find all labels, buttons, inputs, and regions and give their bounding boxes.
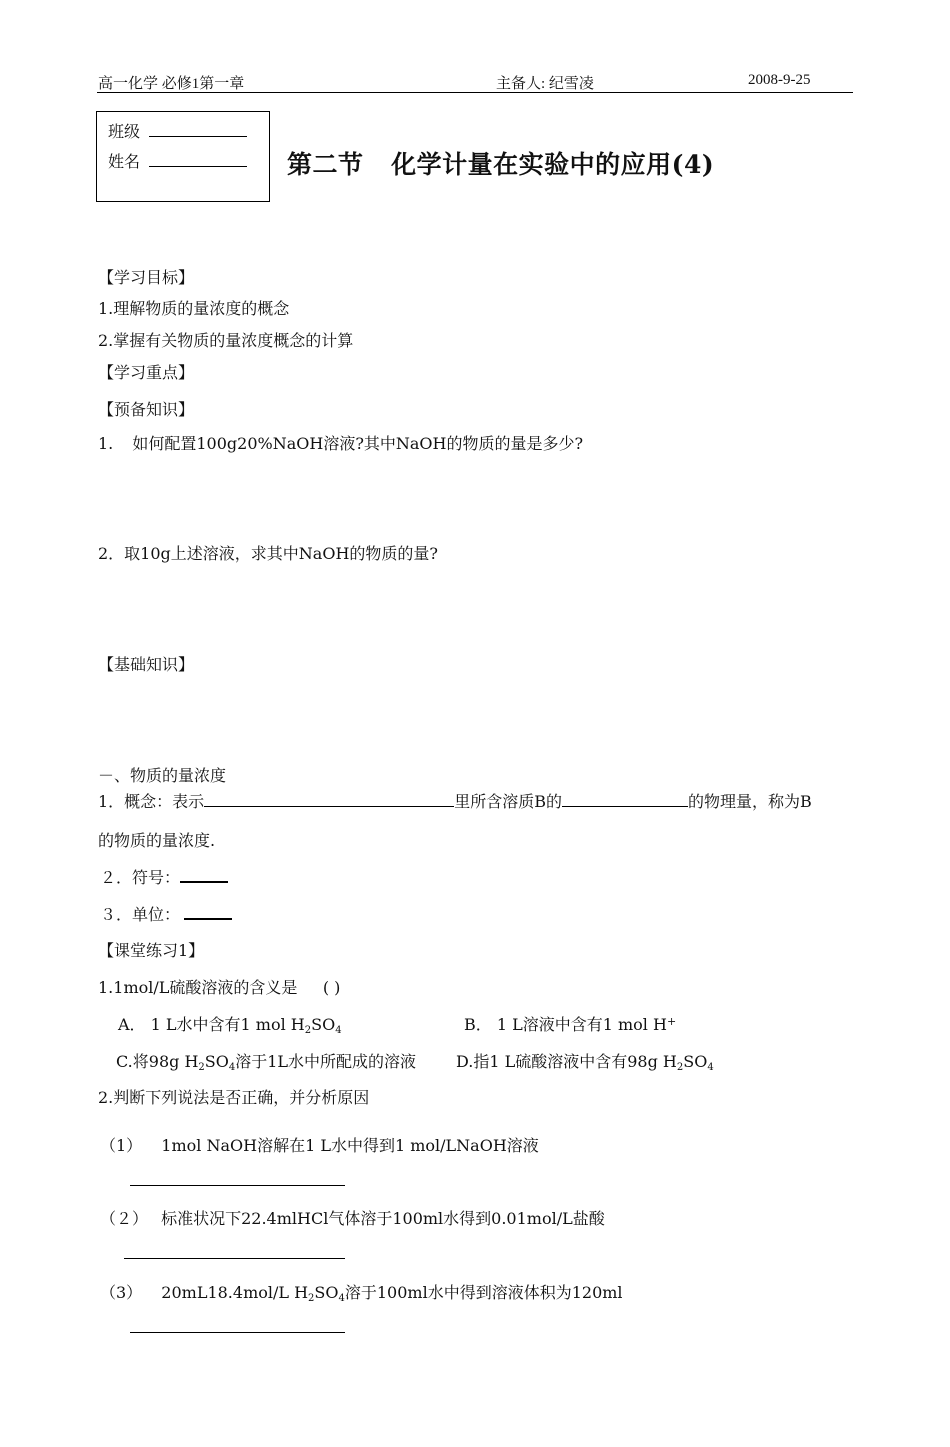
unit-line bbox=[100, 902, 232, 925]
prep-question-1 bbox=[98, 431, 583, 454]
prep-question-2: 2．取10g上述溶液，求其中NaOH的物质的量? bbox=[98, 544, 438, 563]
option-c-sub-2: 2 bbox=[198, 1062, 205, 1073]
concept-prefix: 1．概念：表示 bbox=[98, 792, 205, 811]
option-b[interactable] bbox=[464, 1012, 676, 1035]
judge-1-text: 1mol NaOH溶解在1 L水中得到1 mol/LNaOH溶液 bbox=[161, 1136, 539, 1155]
judge-2-number: （２） bbox=[100, 1209, 149, 1228]
judge-3-suffix: 溶于100ml水中得到溶液体积为120ml bbox=[344, 1283, 623, 1302]
class-field[interactable] bbox=[108, 119, 247, 142]
judge-item-2 bbox=[100, 1206, 605, 1229]
name-field[interactable] bbox=[108, 149, 247, 172]
practice-question-2: 2.判断下列说法是否正确，并分析原因 bbox=[98, 1088, 370, 1107]
option-a-text: A． 1 L水中含有1 mol H bbox=[118, 1015, 305, 1034]
page-title: 第二节 化学计量在实验中的应用(4) bbox=[287, 150, 715, 179]
section1-heading: －、物质的量浓度 bbox=[98, 766, 227, 785]
header-date: 2008-9-25 bbox=[748, 72, 811, 88]
judge-3-sub-2: 2 bbox=[308, 1293, 315, 1304]
concept-blank-1[interactable] bbox=[204, 790, 454, 807]
concept-mid: 里所含溶质B的 bbox=[454, 792, 562, 811]
concept-definition-cont: 的物质的量浓度. bbox=[98, 831, 216, 850]
prep-q1-number: 1. bbox=[98, 434, 114, 453]
judge-3-number: （3） bbox=[100, 1283, 143, 1302]
judge-1-answer-line[interactable] bbox=[130, 1185, 345, 1186]
concept-blank-2[interactable] bbox=[562, 790, 688, 807]
judge-3-sub-4: 4 bbox=[338, 1293, 345, 1304]
name-blank[interactable] bbox=[149, 150, 247, 167]
prep-q1-text: 如何配置100g20%NaOH溶液?其中NaOH的物质的量是多少? bbox=[132, 434, 584, 453]
unit-blank[interactable] bbox=[184, 902, 232, 920]
header-author: 主备人: 纪雪凌 bbox=[496, 76, 594, 92]
option-d-sub-4: 4 bbox=[707, 1062, 714, 1073]
practice-heading: 【课堂练习1】 bbox=[98, 941, 205, 960]
name-label: 姓名 bbox=[108, 152, 141, 171]
practice-question-1: 1.1mol/L硫酸溶液的含义是 ( ) bbox=[98, 978, 341, 997]
unit-label: ３．单位： bbox=[100, 905, 181, 924]
option-c-text: C.将98g H bbox=[116, 1052, 199, 1071]
judge-2-text: 标准状况下22.4mlHCl气体溶于100ml水得到0.01mol/L盐酸 bbox=[161, 1209, 605, 1228]
option-c[interactable] bbox=[116, 1049, 416, 1072]
judge-3-pre: 20mL18.4mol/L H bbox=[161, 1283, 309, 1302]
symbol-label: ２．符号： bbox=[100, 868, 181, 887]
focus-heading: 【学习重点】 bbox=[98, 363, 195, 382]
basics-heading: 【基础知识】 bbox=[98, 655, 195, 674]
option-c-suffix: 溶于1L水中所配成的溶液 bbox=[235, 1052, 417, 1071]
header-course: 高一化学 必修1第一章 bbox=[98, 76, 245, 92]
judge-1-number: （1） bbox=[100, 1136, 143, 1155]
goal-item-2: 2.掌握有关物质的量浓度概念的计算 bbox=[98, 331, 354, 350]
class-blank[interactable] bbox=[149, 120, 247, 137]
symbol-blank[interactable] bbox=[180, 865, 228, 883]
goal-item-1: 1.理解物质的量浓度的概念 bbox=[98, 299, 290, 318]
header-rule bbox=[97, 92, 853, 93]
concept-suffix: 的物理量，称为B bbox=[687, 792, 812, 811]
concept-definition bbox=[98, 789, 812, 812]
judge-3-so: SO bbox=[314, 1283, 339, 1302]
option-a-sub-4: 4 bbox=[335, 1025, 342, 1036]
prep-heading: 【预备知识】 bbox=[98, 400, 195, 419]
judge-3-answer-line[interactable] bbox=[130, 1332, 345, 1333]
goals-heading: 【学习目标】 bbox=[98, 268, 195, 287]
option-a-so: SO bbox=[311, 1015, 336, 1034]
class-label: 班级 bbox=[108, 122, 141, 141]
option-b-sup-plus: + bbox=[666, 1015, 677, 1028]
judge-item-3 bbox=[100, 1280, 623, 1303]
judge-3-text bbox=[161, 1283, 622, 1302]
option-a-sub-2: 2 bbox=[304, 1025, 312, 1036]
judge-2-answer-line[interactable] bbox=[124, 1258, 345, 1259]
option-a[interactable] bbox=[118, 1012, 342, 1035]
judge-item-1 bbox=[100, 1133, 539, 1156]
symbol-line bbox=[100, 865, 228, 888]
option-d-sub-2: 2 bbox=[676, 1062, 684, 1073]
option-c-so: SO bbox=[204, 1052, 229, 1071]
option-d-so: SO bbox=[683, 1052, 708, 1071]
option-b-text: B． 1 L溶液中含有1 mol H bbox=[464, 1015, 667, 1034]
option-d-text: D.指1 L硫酸溶液中含有98g H bbox=[456, 1052, 677, 1071]
option-d[interactable] bbox=[456, 1049, 714, 1072]
option-c-sub-4: 4 bbox=[228, 1062, 236, 1073]
